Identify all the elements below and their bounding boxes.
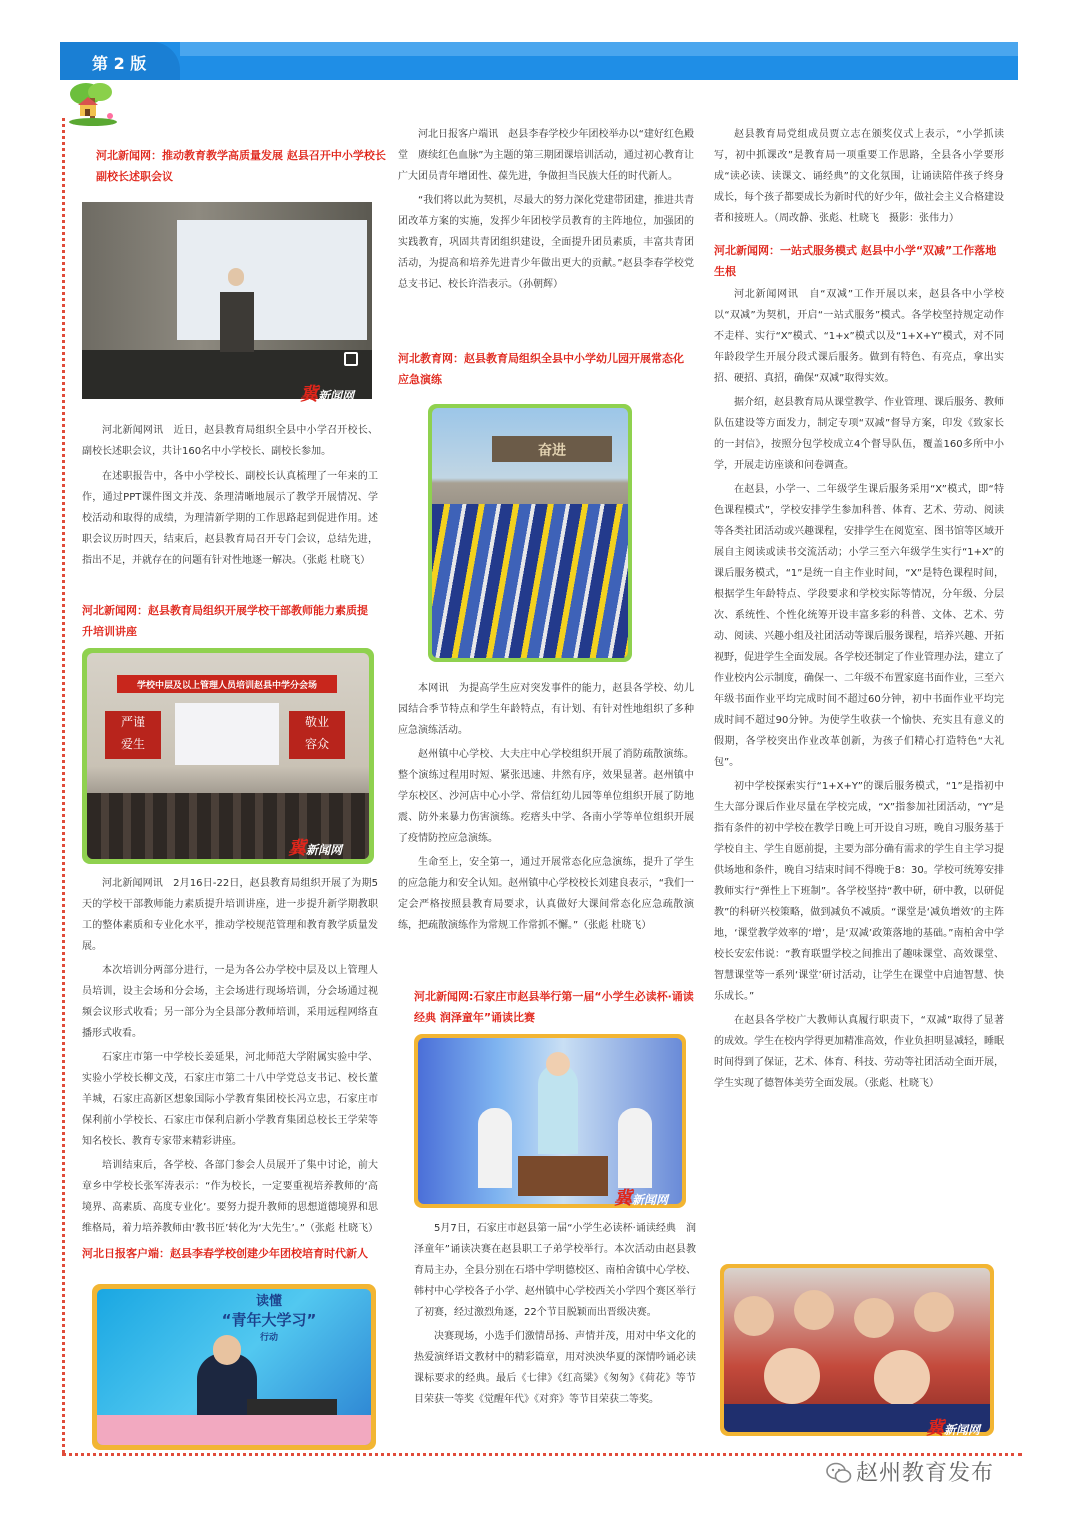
photo-youth-study: 读懂 “青年大学习” 行动: [92, 1284, 376, 1450]
photo-training-lecture: 学校中层及以上管理人员培训赵县中学分会场 严谨 爱生 敬业 容众 冀新闻网: [82, 648, 374, 864]
watermark-logo-1: 冀新闻网: [300, 384, 355, 405]
article-7-body: [714, 284, 1004, 1094]
watermark-logo-2: 冀新闻网: [288, 838, 343, 859]
footer-brand-name[interactable]: 赵州教育发布: [856, 1461, 995, 1486]
photo-emergency-drill: [428, 404, 632, 662]
article-7-para-2: 据介绍，赵县教育局从课堂教学、作业管理、课后服务、教师队伍建设等方面发力，制定专项“双减”督导方案，印发《致家长的一封信》，按照分包学校成立4个督导队伍，覆盖160多所中小学，开展走访座谈和问卷调查。: [714, 397, 1004, 471]
photo-recitation-contest: [414, 1034, 686, 1208]
article-5-headline[interactable]: 河北新闻网:石家庄市赵县举行第一届“小学生必读杯·诵读经典 润泽童年”诵读比赛: [414, 990, 694, 1024]
article-1-para-1: 河北新闻网讯 近日，赵县教育局组织全县中小学召开校长、副校长述职会议，共计160名中小学校长、副校长参加。: [82, 425, 378, 457]
watermark-logo-4: 冀新闻网: [926, 1418, 981, 1436]
photo-principal-report: [82, 202, 372, 399]
article-4-para-2: 赵州镇中心学校、大夫庄中心学校组织开展了消防疏散演练。整个演练过程用时短、紧张迅速、井然有序，效果显著。赵州镇中学东校区、沙河店中心小学、常信红幼儿园等单位组织开展了防地震、防外来暴力伤害演练。疙瘩头中学、各南小学等单位组织开展了疫情防控应急演练。: [398, 749, 694, 844]
photo-banner: 学校中层及以上管理人员培训赵县中学分会场: [136, 681, 317, 691]
article-6-para-1: 赵县教育局党组成员贾立志在颁奖仪式上表示，“小学抓读写，初中抓课改”是教育局一项重要工作思路，全县各小学要形成“读必读、读课文、诵经典”的文化氛围，让诵读陪伴孩子终身成长，每个孩子都要成长为新时代的好少年，做社会主义合格建设者和接班人。（周改静、张彪、杜晓飞 摄影：张伟力）: [714, 129, 1004, 224]
wechat-icon: [826, 1462, 852, 1484]
article-7-para-5: 在赵县各学校广大教师认真履行职责下，“双减”取得了显著的成效。学生在校内学得更加精准高效，作业负担明显减轻，睡眠时间得到了保证，艺术、体育、科技、劳动等社团活动全面开展，学生实现了德智体美劳全面发展。（张彪、杜晓飞）: [714, 1015, 1004, 1089]
page-label: 第 2 版: [92, 54, 147, 73]
article-4-para-3: 生命至上，安全第一，通过开展常态化应急演练，提升了学生的应急能力和安全认知。赵州镇中心学校校长刘建良表示，“我们一定会严格按照县教育局要求，认真做好大课间常态化应急疏散演练，把疏散演练作为常规工作常抓不懈。”（张彪 杜晓飞）: [398, 857, 694, 931]
photo-students-class: [720, 1264, 994, 1436]
article-2-para-3: 石家庄市第一中学校长姜延果，河北师范大学附属实验中学、实验小学校长柳文茂，石家庄市第二十八中学党总支书记、校长董羊城，石家庄高新区想象国际小学教育集团校长冯立忠，石家庄市保利前小学校长、石家庄市保利启新小学教育集团总校长王学荣等知名校长、教育专家带来精彩讲座。: [82, 1052, 378, 1147]
left-dotted-border: [62, 118, 65, 1453]
article-1-para-2: 在述职报告中，各中小学校长、副校长认真梳理了一年来的工作，通过PPT课件图文并茂、条理清晰地展示了教学开展情况、学校活动和取得的成绩，为理清新学期的工作思路起到促进作用。述职会议历时四天，结束后，赵县教育局召开专门会议，总结先进，指出不足，并就存在的问题有针对性地逐一解决。（张彪 杜晓飞）: [82, 471, 378, 566]
article-3-para-1: 河北日报客户端讯 赵县李春学校少年团校举办以“建好红色殿堂 赓续红色血脉”为主题的第三期团课培训活动，通过初心教育让广大团员青年增团性、葆先进，争做担当民族大任的时代新人。: [398, 129, 694, 182]
article-2-para-1: 河北新闻网讯 2月16日-22日，赵县教育局组织开展了为期5天的学校干部教师能力素质提升培训讲座，进一步提升新学期教职工的整体素质和专业化水平，推动学校规范管理和教育教学质量发展。: [82, 878, 378, 952]
treehouse-decoration-icon: [66, 80, 120, 126]
article-4-headline[interactable]: 河北教育网：赵县教育局组织全县中小学幼儿园开展常态化应急演练: [398, 352, 684, 386]
article-7-para-4: 初中学校探索实行“1+X+Y”的课后服务模式，“1”是指初中生大部分课后作业尽量在学校完成，“X”指参加社团活动，“Y”是指有条件的初中学校在教学日晚上可开设自习班，晚自习服务基于学校自主、学生自愿前提，主要为部分确有需求的学生自主学习提供场地和条件，晚自习结束时间不得晚于8：30。学校可统筹安排教师实行“弹性上下班制”。各学校坚持“教中研，研中教，以研促教”的科研兴校策略，做到减负不减质。“课堂是‘减负增效’的主阵地，‘课堂教学效率的‘增’，是‘双减’政策落地的基础。”南柏舍中学校长安宏伟说：“教育联盟学校之间推出了趣味课堂、高效课堂、智慧课堂等一系列‘课堂’研讨活动，让学生在课堂中启迪智慧、快乐成长。”: [714, 781, 1004, 1002]
article-5-para-2: 决赛现场，小选手们激情昂扬、声情并茂，用对中华文化的热爱演绎语文教材中的精彩篇章，用对泱泱华夏的深情吟诵必读课标要求的经典。最后《七律》《红高粱》《匆匆》《荷花》等节目荣获一等奖《觉醒年代》《对弈》等节目荣获二等奖。: [414, 1331, 696, 1405]
article-2-para-4: 培训结束后，各学校、各部门参会人员展开了集中讨论，前大章乡中学校长张军涛表示：“作为校长，一定要重视培养教师的‘高境界、高素质、高度专业化’。要努力提升教师的思想道德境界和思维格局，着力培养教师由‘教书匠’转化为‘大先生’。”（张彪 杜晓飞）: [82, 1160, 379, 1234]
photo-sign: 奋进: [538, 443, 566, 459]
article-3-body: [398, 124, 694, 295]
article-3-para-2: “我们将以此为契机，尽最大的努力深化党建带团建，推进共青团改革方案的实施，发挥少年团校学员教育的主阵地位，加强团的实践教育，巩固共青团组织建设，全面提升团员素质，丰富共青团活动，为提高和培养先进青少年做出更大的贡献。”赵县李春学校党总支书记、校长许浩表示。（孙朝辉）: [398, 195, 694, 290]
article-1-headline[interactable]: 河北新闻网：推动教育教学高质量发展 赵县召开中小学校长副校长述职会议: [96, 149, 386, 183]
article-7-para-1: 河北新闻网讯 自“双减”工作开展以来，赵县各中小学校以“双减”为契机，开启“一站式服务”模式。各学校坚持规定动作不走样、实行“X”模式、“1+x”模式以及“1+X+Y”模式，对不同年龄段学生开展分段式课后服务。做到有特色、有亮点，拿出实招、硬招、真招，确保“双减”取得实效。: [714, 289, 1004, 384]
article-5-para-1: 5月7日，石家庄市赵县第一届“小学生必读杯·诵读经典 润泽童年”诵读决赛在赵县职工子弟学校举行。本次活动由赵县教育局主办，全县分别在石塔中学明德校区、南柏舍镇中心学校、韩村中心学校各子小学、赵州镇中心学校西关小学四个赛区举行了初赛，经过激烈角逐，22个节目脱颖而出晋级决赛。: [414, 1223, 696, 1318]
article-6-body: [714, 124, 1004, 229]
watermark-logo-3: 冀新闻网: [614, 1188, 669, 1208]
article-3-headline[interactable]: 河北日报客户端：赵县李春学校创建少年团校培育时代新人: [82, 1247, 368, 1260]
article-2-para-2: 本次培训分两部分进行，一是为各公办学校中层及以上管理人员培训，设主会场和分会场，主会场进行现场培训，分会场通过视频会议形式收看；另一部分为全县部分教师培训，采用远程网络直播形式收看。: [82, 965, 378, 1039]
article-4-body: [398, 678, 694, 936]
page-label-tab: [60, 42, 180, 80]
article-7-para-3: 在赵县，小学一、二年级学生课后服务采用“X”模式，即“特色课程模式”，学校安排学生参加科普、体育、艺术、劳动、阅读等各类社团活动或兴趣课程，安排学生在阅览室、图书馆等区域开展自主阅读或读书交流活动；小学三至六年级学生实行“1+X”的课后服务模式，“1”是统一自主作业时间，“X”是特色课程时间，根据学生年龄特点、学段要求和学校实际等情况，分年级、分层次、系统性、个性化统筹开设丰富多彩的科普、文体、艺术、劳动、阅读、兴趣小组及社团活动等课后服务课程，培养兴趣、开拓视野，促进学生全面发展。各学校还制定了作业管理办法，建立了作业校内公示制度，确保一、二年级不布置家庭书面作业，三至六年级书面作业平均完成时间不超过60分钟，初中书面作业平均完成时间不超过90分钟。为使学生收获一个愉快、充实且有意义的假期，各学校突出作业改革创新，为孩子们精心打造特色“大礼包”。: [714, 484, 1004, 768]
article-5-body: [414, 1218, 696, 1410]
article-1-body: [82, 420, 378, 571]
article-2-headline[interactable]: 河北新闻网：赵县教育局组织开展学校干部教师能力素质提升培训讲座: [82, 604, 368, 638]
article-7-headline[interactable]: 河北新闻网：一站式服务模式 赵县中小学“双减”工作落地生根: [714, 244, 997, 278]
header-highlight: [180, 42, 1018, 56]
article-2-body: [82, 873, 378, 1239]
article-4-para-1: 本网讯 为提高学生应对突发事件的能力，赵县各学校、幼儿园结合季节特点和学生年龄特点，有计划、有针对性地组织了多种应急演练活动。: [398, 683, 694, 736]
